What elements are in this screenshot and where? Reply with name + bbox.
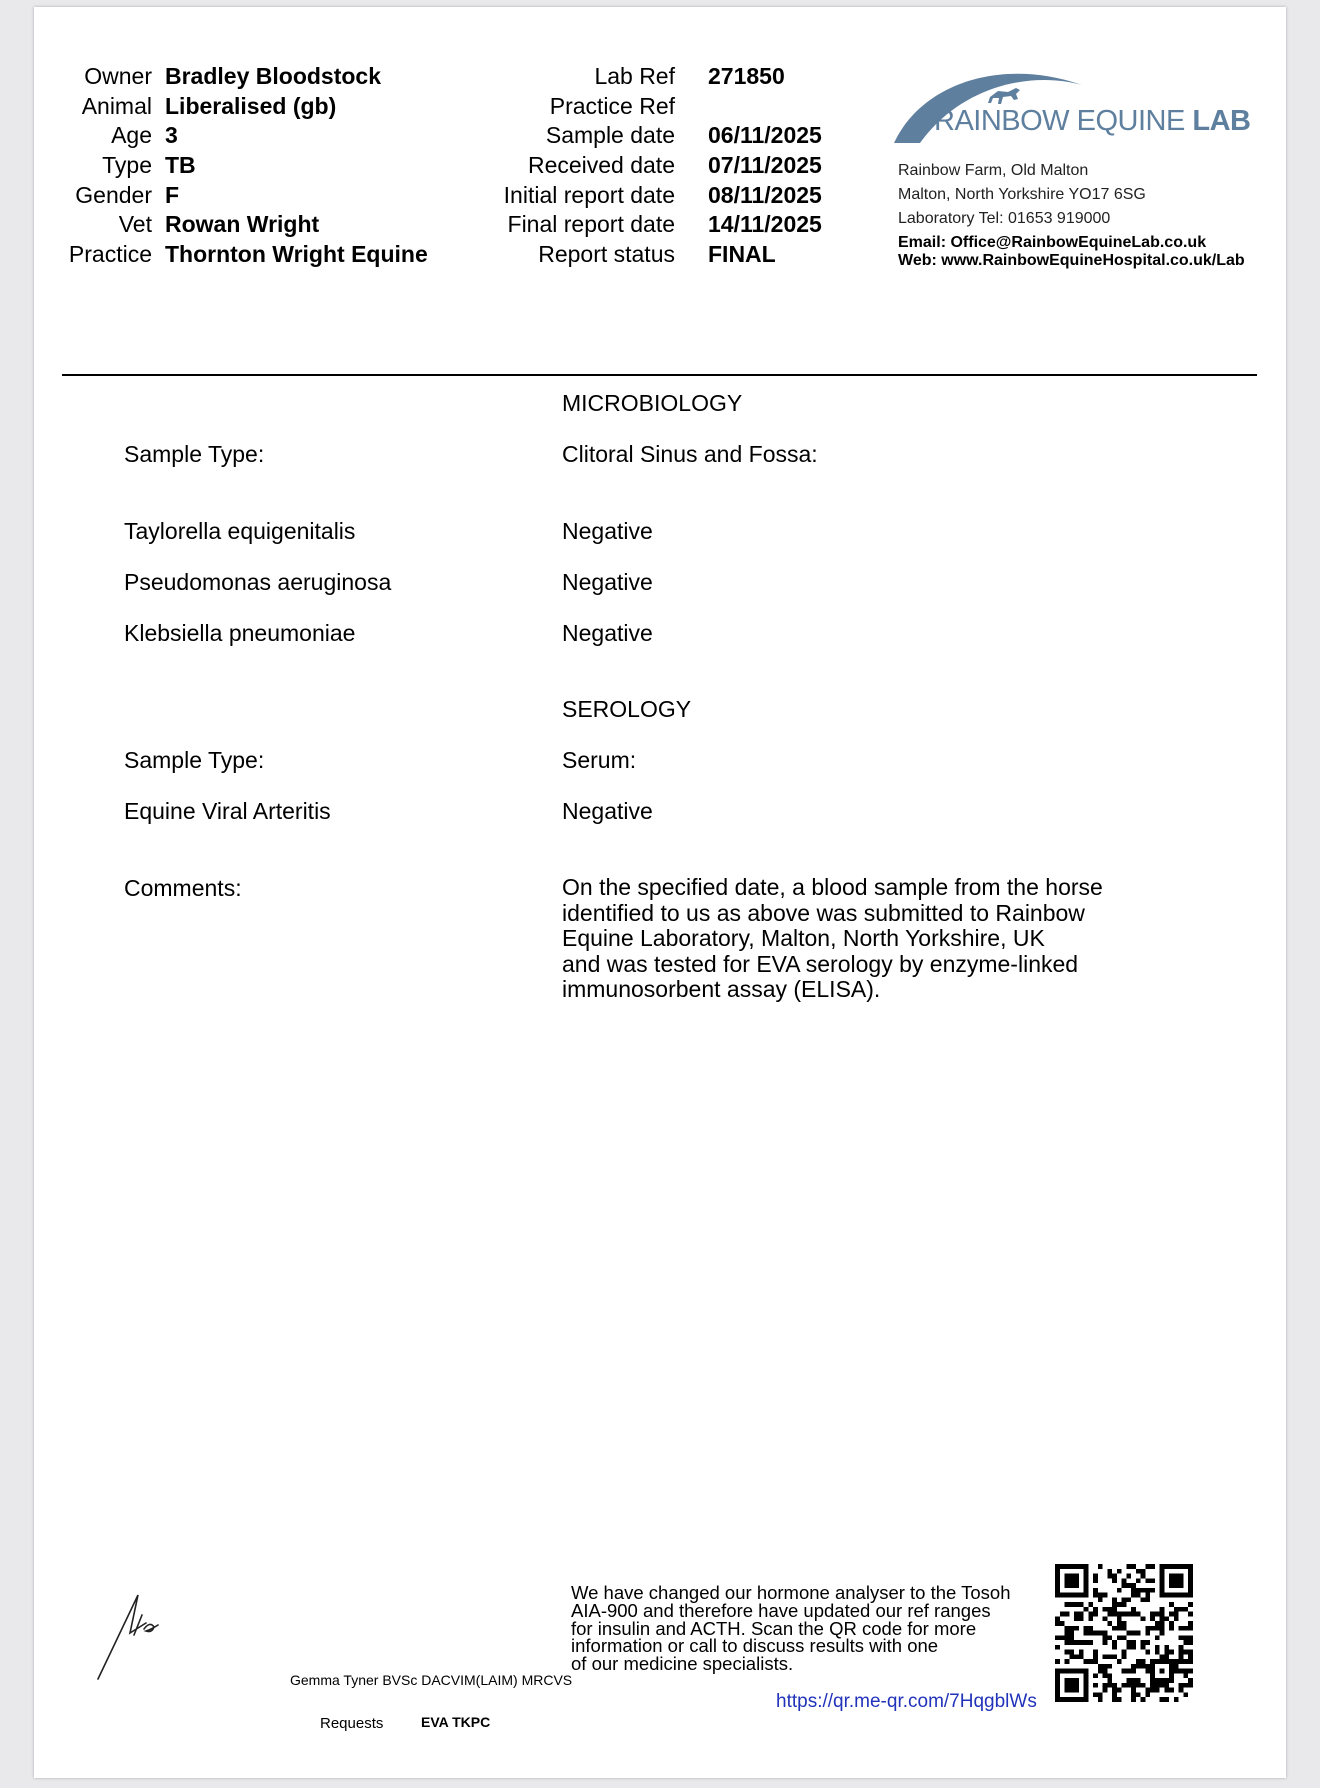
- result-value: Negative: [562, 518, 653, 544]
- report-page: [34, 7, 1286, 1778]
- detail-value-5: Rowan Wright: [165, 211, 320, 238]
- qr-info-link[interactable]: https://qr.me-qr.com/7HqgblWs: [776, 1691, 1037, 1712]
- detail-label-4: Gender: [75, 181, 152, 208]
- serology-sample-label: Sample Type:: [124, 747, 265, 773]
- report-details-labels: [414, 62, 675, 270]
- report-value-2: 06/11/2025: [708, 122, 822, 149]
- report-value-1: [708, 92, 822, 122]
- signatory-name: Gemma Tyner BVSc DACVIM(LAIM) MRCVS: [290, 1672, 573, 1688]
- qr-code[interactable]: [1055, 1564, 1193, 1702]
- detail-label-6: Practice: [68, 241, 152, 268]
- lab-email: Email: Office@RainbowEquineLab.co.uk: [898, 234, 1207, 251]
- report-label-0: Lab Ref: [594, 63, 675, 89]
- report-label-2: Sample date: [545, 122, 675, 149]
- comments-text: On the specified date, a blood sample from the horse identified to us as above was submitted to Rainbow Equine Laboratory, Malton, North Yorkshire, UK and was tested for EVA serology by enzyme-linked immunosorbent assay (ELISA).: [562, 874, 1103, 1002]
- microbiology-sample-label: Sample Type:: [124, 441, 265, 467]
- report-label-4: Initial report date: [503, 181, 675, 208]
- detail-value-6: Thornton Wright Equine: [165, 241, 428, 268]
- requests-label: Requests: [320, 1715, 384, 1732]
- result-name: Taylorella equigenitalis: [124, 518, 356, 544]
- lab-address-line1: Rainbow Farm, Old Malton: [898, 162, 1089, 179]
- microbiology-heading: MICROBIOLOGY: [562, 390, 743, 416]
- detail-value-4: F: [165, 181, 180, 208]
- header-divider: [62, 374, 1257, 376]
- lab-web: Web: www.RainbowEquineHospital.co.uk/Lab: [898, 252, 1245, 269]
- logo-text-lab: LAB: [1192, 105, 1251, 137]
- report-label-5: Final report date: [507, 211, 675, 238]
- report-value-6: FINAL: [708, 241, 776, 268]
- detail-label-3: Type: [102, 152, 152, 179]
- detail-label-0: Owner: [84, 63, 152, 89]
- detail-value-1: Liberalised (gb): [165, 92, 337, 119]
- animal-details-labels: [34, 62, 152, 270]
- result-value: Negative: [562, 569, 653, 595]
- serology-sample-value: Serum:: [562, 747, 637, 773]
- report-label-6: Report status: [538, 241, 675, 268]
- comments-label: Comments:: [124, 875, 242, 901]
- detail-value-3: TB: [165, 152, 196, 179]
- detail-label-2: Age: [111, 122, 152, 149]
- lab-telephone: Laboratory Tel: 01653 919000: [898, 210, 1111, 227]
- signature-mark: [94, 1587, 164, 1682]
- report-details-values: [708, 62, 822, 270]
- detail-value-0: Bradley Bloodstock: [165, 63, 381, 89]
- animal-details-values: [165, 62, 428, 270]
- report-value-4: 08/11/2025: [708, 181, 822, 208]
- result-name: Pseudomonas aeruginosa: [124, 569, 392, 595]
- lab-address-line2: Malton, North Yorkshire YO17 6SG: [898, 186, 1146, 203]
- report-value-3: 07/11/2025: [708, 152, 822, 179]
- report-label-3: Received date: [527, 152, 675, 179]
- result-name: Equine Viral Arteritis: [124, 798, 331, 824]
- logo-text-rainbow-equine: RAINBOW EQUINE: [934, 105, 1185, 137]
- microbiology-sample-value: Clitoral Sinus and Fossa:: [562, 441, 818, 467]
- report-value-0: 271850: [708, 63, 785, 89]
- requests-value: EVA TKPC: [421, 1714, 491, 1730]
- serology-heading: SEROLOGY: [562, 696, 692, 722]
- detail-value-2: 3: [165, 122, 178, 149]
- result-value: Negative: [562, 620, 653, 646]
- detail-label-1: Animal: [81, 92, 152, 119]
- analyser-notice: We have changed our hormone analyser to the Tosoh AIA-900 and therefore have updated our ref ranges for insulin and ACTH. Scan the QR code for more information or call to discuss results with one of our medicine specialists.: [571, 1582, 1011, 1675]
- detail-label-5: Vet: [118, 211, 152, 238]
- report-value-5: 14/11/2025: [708, 211, 822, 238]
- lab-logo: [892, 65, 1251, 145]
- report-label-1: Practice Ref: [549, 92, 675, 119]
- result-value: Negative: [562, 798, 653, 824]
- result-name: Klebsiella pneumoniae: [124, 620, 356, 646]
